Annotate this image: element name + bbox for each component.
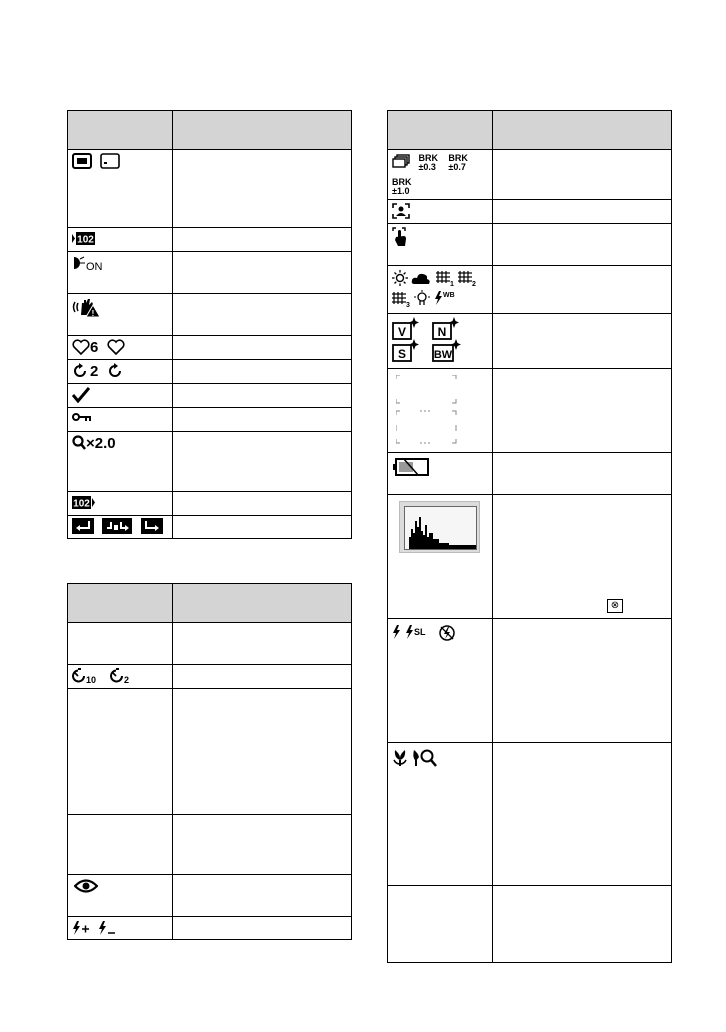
indicator-table-2 (67, 583, 352, 940)
sl-label: SL (414, 627, 426, 637)
af-frame-icon (396, 434, 462, 451)
table3-header-col2 (493, 111, 672, 150)
heart-icon (107, 339, 125, 355)
table3-row-face (388, 200, 493, 224)
table2-row-self-timer (68, 665, 173, 689)
svg-text:S: S (397, 347, 407, 361)
smile-sensitivity-icon (72, 339, 90, 355)
white-balance-icons (392, 281, 488, 312)
table3-row-white-balance (388, 266, 493, 314)
histogram-warning-icon: ⊗ (607, 599, 623, 613)
sun-icon (392, 270, 408, 286)
memory-stick-icon (72, 153, 92, 169)
indicator-table-1 (67, 110, 352, 539)
histogram-icon (399, 501, 480, 553)
vivid-icon (393, 317, 419, 339)
face-detection-icon (392, 203, 410, 219)
flash-mode-icons (392, 629, 468, 646)
fluorescent-2-icon (458, 271, 472, 283)
timer-2-label: 2 (124, 675, 130, 684)
flash-minus-icon (98, 920, 116, 936)
wb-sub-3: 3 (406, 302, 410, 308)
table3-row-af-frame (388, 369, 493, 453)
af-illuminator-on-icon (72, 255, 86, 271)
protect-key-icon (72, 411, 92, 423)
fluorescent-3-icon (392, 292, 406, 304)
touch-af-icon (392, 227, 408, 247)
svg-text:!: ! (91, 309, 95, 318)
svg-text:BW: BW (433, 349, 453, 361)
table3-row-flash-mode (388, 619, 493, 743)
table1-row-check (68, 384, 173, 408)
index-icon (102, 518, 132, 534)
magnifier-macro-icon (413, 750, 436, 766)
self-timer-10-icon (72, 668, 100, 684)
cloudy-icon (412, 274, 430, 284)
wb-sub-1: 1 (450, 281, 454, 288)
wb-sub-2: 2 (472, 281, 476, 288)
next-icon (141, 518, 163, 534)
on-label: ON (86, 261, 103, 273)
flash-wb-icon (435, 291, 442, 305)
checkmark-icon (72, 387, 90, 403)
table2-row-red-eye (68, 875, 173, 917)
table3-row-empty (388, 886, 493, 963)
svg-text:N: N (437, 325, 447, 339)
battery-icon (393, 458, 429, 476)
table3-row-touch (388, 224, 493, 266)
fluorescent-1-icon (436, 271, 450, 283)
rotate-icon (107, 363, 123, 379)
table3-row-battery (388, 453, 493, 495)
table2-row-flash-level (68, 917, 173, 940)
indicator-table-3 (387, 110, 672, 963)
wb-label: WB (443, 292, 455, 299)
macro-icon (394, 750, 406, 766)
natural-icon (433, 317, 459, 339)
table2-header-col2 (173, 584, 352, 623)
table1-row-af-illuminator (68, 252, 173, 294)
table1-row-rotate (68, 360, 173, 384)
table1-row-protect (68, 408, 173, 432)
table2-row-empty-2 (68, 689, 173, 815)
svg-text:102: 102 (77, 234, 94, 246)
table1-header-col1 (68, 111, 173, 150)
table3-row-color-mode (388, 314, 493, 369)
svg-text:102: 102 (73, 498, 90, 510)
incandescent-icon (414, 290, 430, 305)
sepia-icon (393, 339, 419, 361)
table1-row-folder-next (68, 492, 173, 516)
brk-07-label: BRK ±0.7 (448, 153, 468, 172)
table1-row-smile (68, 336, 173, 360)
folder-102-icon (72, 231, 96, 246)
table3-row-macro (388, 743, 493, 886)
smile-level: 6 (90, 339, 99, 356)
table1-header-col2 (173, 111, 352, 150)
flash-plus-icon (72, 920, 90, 936)
table1-row-shake (68, 294, 173, 336)
table2-header-col1 (68, 584, 173, 623)
table2-row-empty-3 (68, 815, 173, 875)
table1-row-folder (68, 228, 173, 252)
macro-icons (392, 755, 452, 772)
table3-header-col1 (388, 111, 493, 150)
table1-row-media (68, 150, 173, 228)
rotate-count: 2 (90, 363, 99, 380)
table1-row-zoom (68, 432, 173, 492)
return-icon (72, 518, 94, 534)
brk-03-label: BRK ±0.3 (418, 153, 438, 172)
folder-next-icon (72, 495, 96, 510)
zoom-value: ×2.0 (86, 435, 116, 452)
flash-auto-icon (393, 625, 400, 639)
flash-off-icon (440, 626, 454, 640)
brk-10-label: BRK ±1.0 (392, 177, 412, 196)
table1-row-navigation (68, 516, 173, 539)
self-timer-2-icon (110, 668, 134, 684)
internal-memory-icon (100, 153, 120, 169)
table3-row-histogram (388, 495, 493, 619)
table3-row-bracket (388, 150, 493, 200)
flash-slow-sync-icon (406, 625, 413, 639)
table2-row-empty-1 (68, 623, 173, 665)
timer-10-label: 10 (86, 675, 97, 684)
burst-icon (392, 154, 410, 168)
black-white-icon (433, 339, 461, 361)
camera-shake-warning-icon (72, 297, 102, 319)
svg-text:V: V (397, 325, 407, 339)
red-eye-icon (74, 878, 98, 894)
color-mode-icons (392, 325, 472, 367)
rotate-icon (72, 363, 88, 379)
zoom-magnifier-icon (72, 435, 86, 451)
